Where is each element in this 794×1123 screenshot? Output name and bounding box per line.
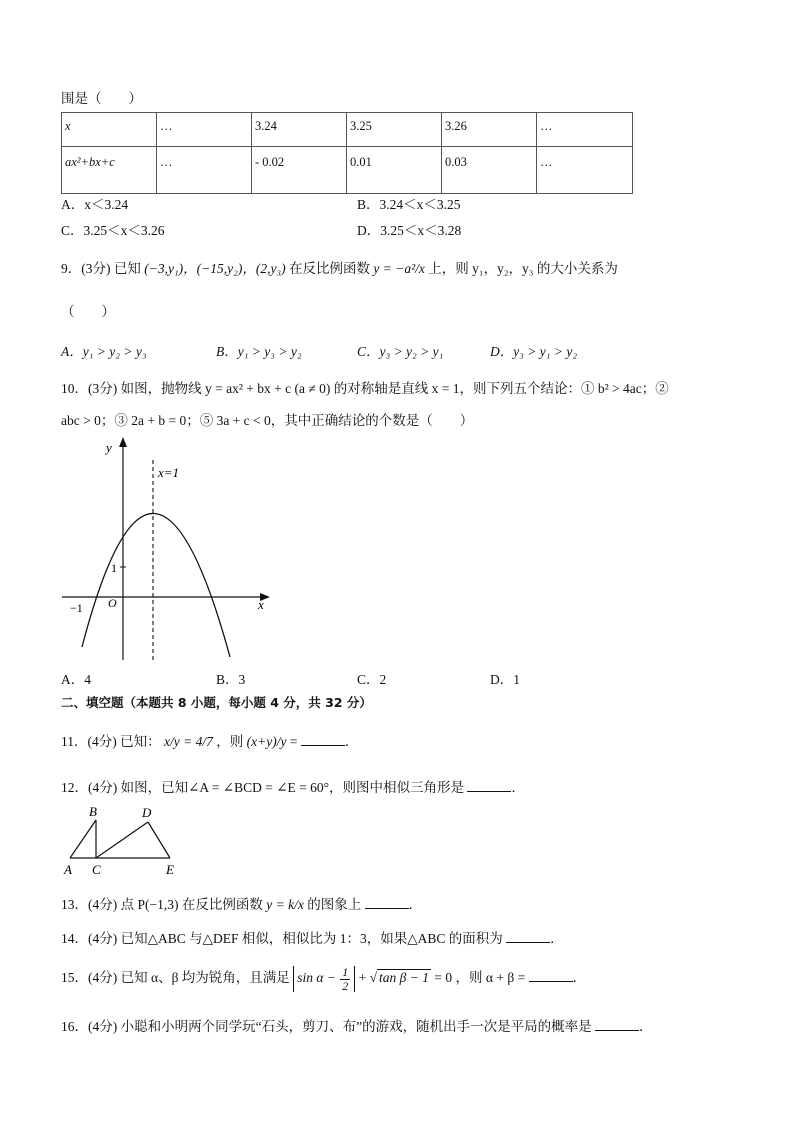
table-cell: … — [157, 113, 252, 147]
q14-text: 14．(4分) 已知△ABC 与△DEF 相似，相似比为 1：3，如果△ABC 的面积为 — [61, 931, 503, 946]
q9-stem — [61, 262, 618, 276]
table-cell: x — [62, 113, 157, 147]
q10-option-c[interactable]: C．2 — [357, 672, 387, 687]
label-c: C — [92, 862, 101, 877]
symmetry-axis-label: x=1 — [158, 465, 180, 480]
q11-stem: 11．(4分) 已知： x/y = 4/7 ，则 (x+y)/y = ． — [61, 734, 359, 749]
q8-option-d[interactable]: D．3.25＜x＜3.28 — [357, 223, 462, 238]
q15-post: ，则 α + β = — [455, 970, 526, 986]
table-cell: … — [157, 147, 252, 194]
q11-ask: (x+y)/y — [246, 734, 287, 749]
q15-answer-blank[interactable] — [529, 969, 573, 982]
parabola-curve — [82, 513, 230, 657]
q12-answer-blank[interactable] — [467, 779, 511, 792]
q10-line2: abc > 0；③ 2a + b = 0；⑤ 3a + c < 0，其中正确结论的个数是（ ） — [61, 413, 474, 428]
q9-paren: （ ） — [61, 304, 115, 319]
y-axis-arrow — [119, 437, 127, 447]
q9-option-b[interactable]: B．y₁ > y₃ > y₂ — [216, 344, 302, 359]
q8-tail: 围是（ ） — [61, 91, 142, 106]
table-cell: 0.03 — [442, 147, 537, 194]
q13-function: y = k/x — [266, 897, 304, 912]
q15-stem: 15．(4分) 已知 α、β 均为锐角，且满足 sin α − $\frac{1}{2}$ + √ tan β − 1 = 0 ，则 α + β = ． — [61, 965, 587, 993]
q10-line1: 10．(3分) 如图，抛物线 y = ax² + bx + c (a ≠ 0) 的对称轴是直线 x = 1，则下列五个结论：① b² > 4ac；② — [61, 381, 669, 396]
tick-label-one: 1 — [111, 561, 117, 575]
q15-pre: 15．(4分) 已知 α、β 均为锐角，且满足 — [61, 970, 290, 986]
q10-option-d[interactable]: D．1 — [490, 672, 520, 687]
label-d: D — [142, 805, 152, 820]
q11-mid: ，则 — [216, 734, 244, 749]
value-table — [61, 112, 633, 194]
q8-option-a[interactable]: A．x＜3.24 — [61, 197, 129, 212]
label-e: E — [166, 862, 174, 877]
q9-post: 上，则 y₁，y₂，y₃ 的大小关系为 — [428, 261, 618, 276]
q16-answer-blank[interactable] — [595, 1018, 639, 1031]
table-row — [62, 113, 633, 147]
section-heading: 二、填空题（本题共 8 小题，每小题 4 分，共 32 分） — [61, 695, 372, 710]
label-b: B — [89, 804, 97, 819]
q9-mid: 在反比例函数 — [289, 261, 370, 276]
q12-text: 12．(4分) 如图，已知∠A = ∠BCD = ∠E = 60°，则图中相似三角形是 — [61, 780, 465, 795]
q13-answer-blank[interactable] — [365, 896, 409, 909]
segment-de — [148, 822, 170, 858]
origin-label: O — [108, 596, 117, 610]
segment-ab — [70, 820, 96, 858]
x-axis-label: x — [258, 597, 264, 612]
q13-post: 的图象上 — [307, 897, 362, 912]
q8-option-c[interactable]: C．3.25＜x＜3.26 — [61, 223, 165, 238]
q9-function: y = −a²/x — [373, 261, 425, 276]
q13-pre: 13．(4分) 点 P(−1,3) 在反比例函数 — [61, 897, 263, 912]
q16-text: 16．(4分) 小聪和小明两个同学玩“石头，剪刀、布”的游戏，随机出手一次是平局的概率是 — [61, 1019, 592, 1034]
q10-option-b[interactable]: B．3 — [216, 672, 246, 687]
q12-stem: 12．(4分) 如图，已知∠A = ∠BCD = ∠E = 60°，则图中相似三角形是 ． — [61, 780, 525, 795]
table-cell: 3.25 — [347, 113, 442, 147]
q9-option-d[interactable]: D．y₃ > y₁ > y₂ — [490, 344, 578, 359]
table-row — [62, 147, 633, 194]
tick-label-neg-one: −1 — [70, 601, 83, 615]
parabola-graph — [60, 435, 280, 665]
table-cell: 3.26 — [442, 113, 537, 147]
q14-answer-blank[interactable] — [506, 930, 550, 943]
table-cell: … — [537, 113, 633, 147]
triangle-figure — [60, 800, 190, 878]
table-cell: 3.24 — [252, 113, 347, 147]
y-axis-label: y — [106, 440, 112, 455]
q11-answer-blank[interactable] — [301, 733, 345, 746]
q16-stem: 16．(4分) 小聪和小明两个同学玩“石头，剪刀、布”的游戏，随机出手一次是平局的概率是 ． — [61, 1019, 653, 1034]
q13-stem: 13．(4分) 点 P(−1,3) 在反比例函数 y = k/x 的图象上 ． — [61, 897, 423, 912]
table-cell: ax²+bx+c — [62, 147, 157, 194]
q9-pre: 9．(3分) 已知 — [61, 261, 141, 276]
q15-abs-expression: sin α − $\frac{1}{2}$ — [293, 966, 355, 992]
label-a: A — [64, 862, 72, 877]
q10-option-a[interactable]: A．4 — [61, 672, 91, 687]
table-cell: - 0.02 — [252, 147, 347, 194]
segment-cd — [96, 822, 148, 858]
q9-points: (−3,y₁)，(−15,y₂)，(2,y₃) — [144, 261, 286, 276]
table-cell: … — [537, 147, 633, 194]
q11-pre: 11．(4分) 已知： — [61, 734, 161, 749]
q11-post: = — [289, 734, 298, 749]
table-cell: 0.01 — [347, 147, 442, 194]
q11-given: x/y = 4/7 — [164, 734, 213, 749]
q8-option-b[interactable]: B．3.24＜x＜3.25 — [357, 197, 461, 212]
q14-stem: 14．(4分) 已知△ABC 与△DEF 相似，相似比为 1：3，如果△ABC 的面积为 ． — [61, 931, 564, 946]
q9-option-a[interactable]: A．y₁ > y₂ > y₃ — [61, 344, 147, 359]
q9-option-c[interactable]: C．y₃ > y₂ > y₁ — [357, 344, 444, 359]
